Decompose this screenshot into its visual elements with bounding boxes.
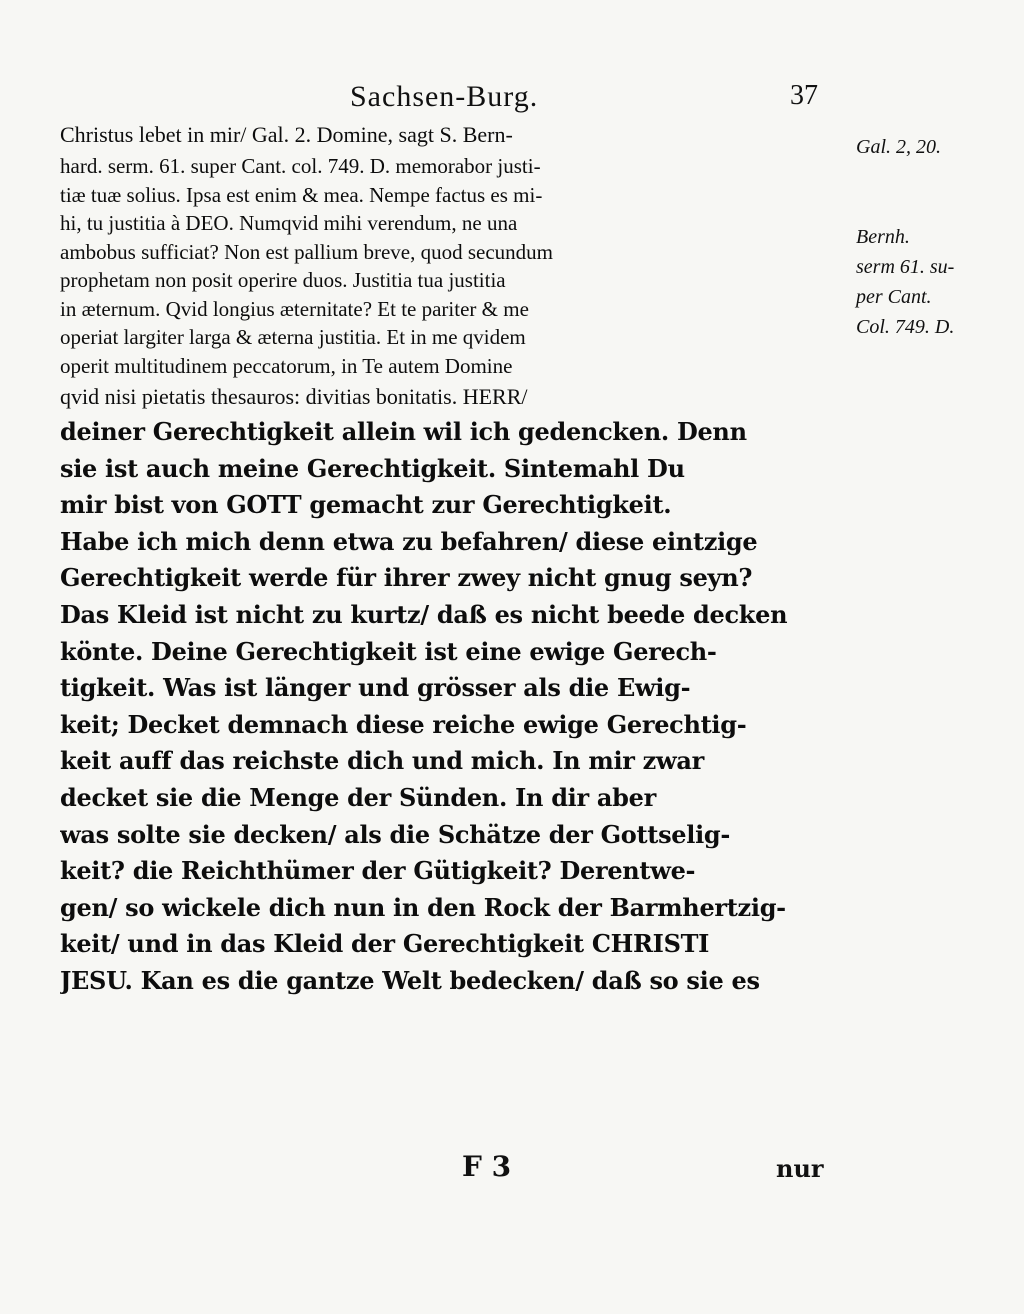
page-number: 37 — [790, 80, 818, 111]
signature-mark: F 3 — [462, 1150, 512, 1183]
margin-note — [856, 192, 1016, 222]
text-line: keit/ und in das Kleid der Gerechtigkeit CHRISTI — [60, 929, 710, 959]
text-line: hi, tu justitia à DEO. Numqvid mihi verendum, ne una — [60, 211, 518, 235]
text-line: mir bist von GOTT gemacht zur Gerechtigkeit. — [60, 490, 672, 520]
text-line: operiat largiter larga & æterna justitia. Et in me qvidem — [60, 325, 526, 349]
text-line: operit multitudinem peccatorum, in Te autem Domine — [60, 353, 513, 378]
margin-note: serm 61. su- — [856, 256, 955, 278]
text-line: in æternum. Qvid longius æternitate? Et te pariter & me — [60, 296, 529, 321]
text-line: Habe ich mich denn etwa zu befahren/ diese eintzige — [60, 526, 758, 556]
text-line: decket sie die Menge der Sünden. In dir aber — [60, 782, 656, 812]
text-line: keit auff das reichste dich und mich. In mir zwar — [60, 746, 704, 776]
text-line: tigkeit. Was ist länger und grösser als die Ewig- — [60, 673, 691, 703]
text-line: qvid nisi pietatis thesauros: divitias bonitatis. HERR/ — [60, 384, 528, 409]
margin-note: Col. 749. D. — [856, 316, 955, 338]
text-line: hard. serm. 61. super Cant. col. 749. D. memorabor justi- — [60, 154, 541, 178]
text-line: ambobus sufficiat? Non est pallium breve, quod secundum — [60, 239, 554, 264]
margin-notes — [856, 132, 1016, 342]
text-line: könte. Deine Gerechtigkeit ist eine ewige Gerech- — [60, 636, 717, 666]
text-line: JESU. Kan es die gantze Welt bedecken/ daß so sie es — [60, 965, 760, 995]
text-line: Gerechtigkeit werde für ihrer zwey nicht gnug seyn? — [60, 563, 753, 593]
margin-note: Gal. 2, 20. — [856, 136, 941, 158]
text-line: keit; Decket demnach diese reiche ewige Gerechtig- — [60, 709, 747, 739]
margin-note: per Cant. — [856, 286, 932, 308]
text-line: tiæ tuæ solius. Ipsa est enim & mea. Nempe factus es mi- — [60, 182, 543, 207]
text-line: keit? die Reichthümer der Gütigkeit? Derentwe- — [60, 856, 696, 886]
text-line: deiner Gerechtigkeit allein wil ich gedencken. Denn — [60, 417, 747, 446]
catchword: nur — [776, 1154, 824, 1183]
text-line: was solte sie decken/ als die Schätze der Gottselig- — [60, 819, 731, 849]
margin-note: Bernh. — [856, 226, 910, 248]
running-head: Sachsen-Burg. — [350, 80, 539, 113]
text-line: Das Kleid ist nicht zu kurtz/ daß es nicht beede decken — [60, 599, 788, 629]
text-line: Christus lebet in mir/ Gal. 2. Domine, sagt S. Bern- — [60, 122, 513, 147]
text-line: prophetam non posit operire duos. Justitia tua justitia — [60, 268, 506, 292]
margin-note — [856, 162, 1016, 192]
text-line: sie ist auch meine Gerechtigkeit. Sintemahl Du — [60, 453, 685, 483]
page-footer — [0, 1150, 1024, 1190]
body-text — [60, 118, 842, 1000]
text-line: gen/ so wickele dich nun in den Rock der Barmhertzig- — [60, 892, 786, 922]
